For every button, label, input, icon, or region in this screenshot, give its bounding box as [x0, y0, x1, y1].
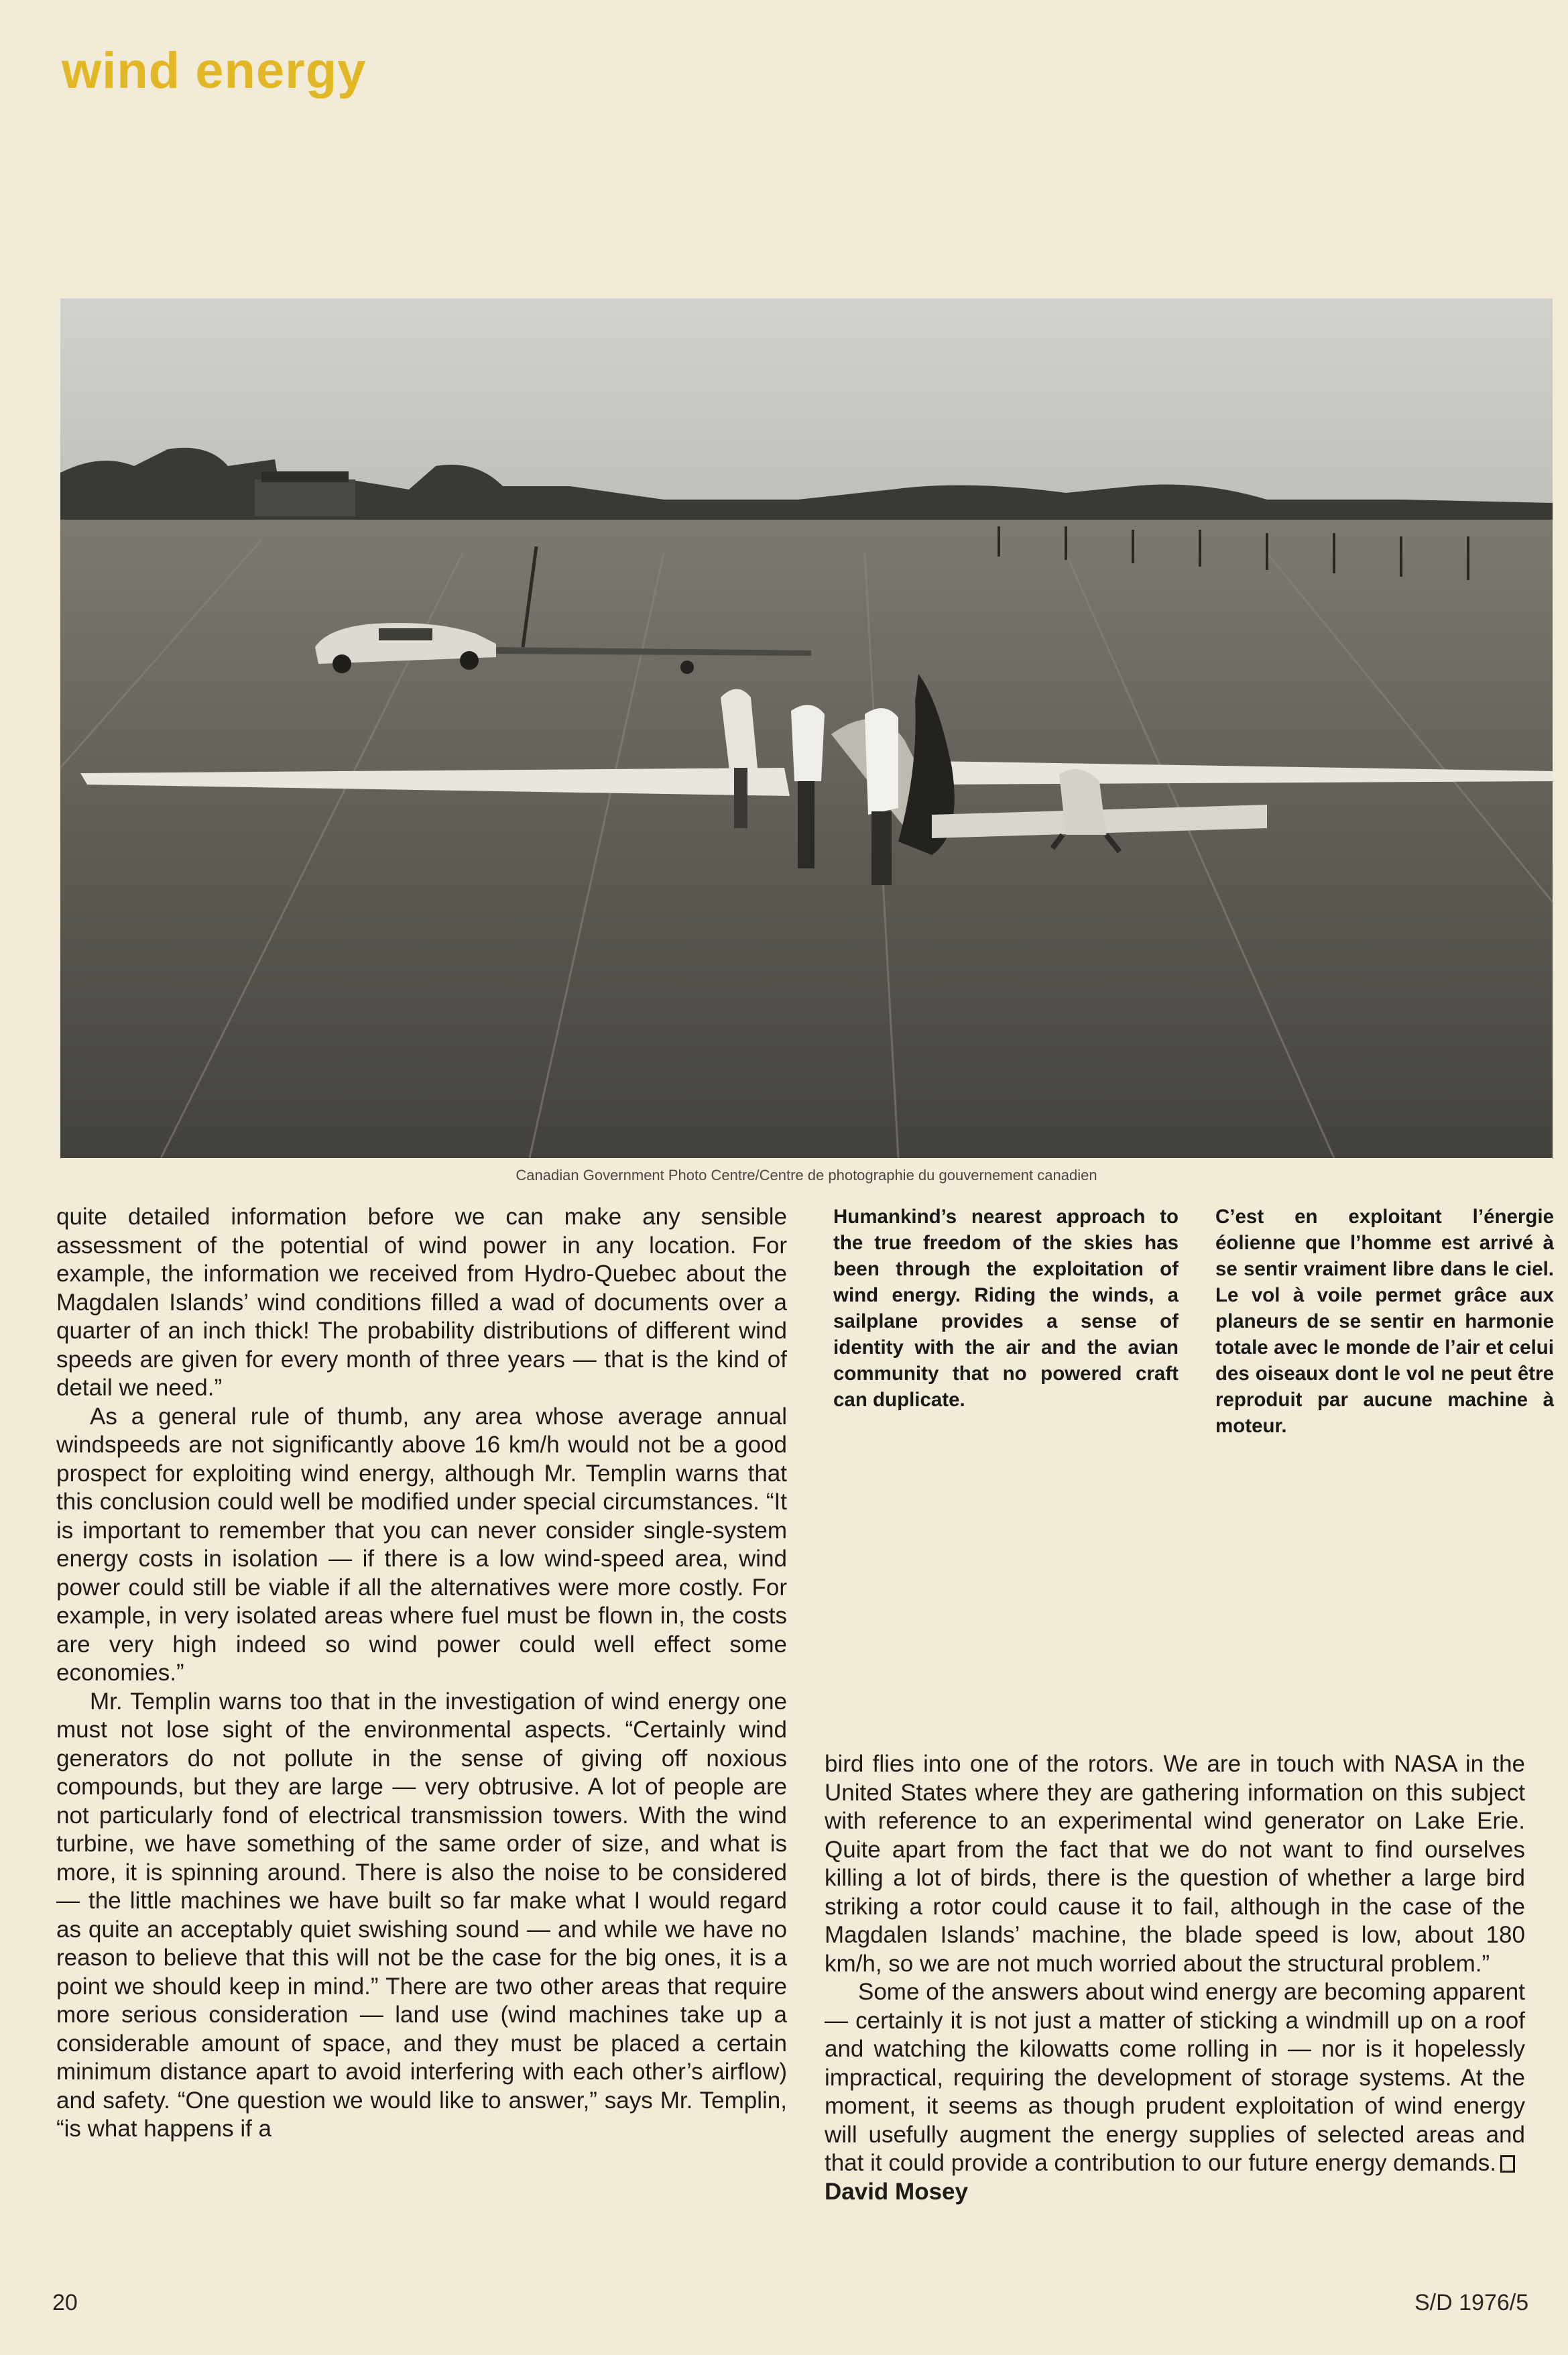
article-paragraph: Mr. Templin warns too that in the investigation of wind energy one must not lose sight of the environmental aspects. “Certainly wind generators do not pollute in the sense of giving off noxious compounds, but they are large — very obtrusive. A lot of people are not particularly fond of electrical transmission towers. With the wind turbine, we have something of the same order of size, and what is more, it is spinning around. There is also the noise to be considered — the little machines we have built so far make what I would regard as quite an acceptably quiet swishing sound — and while we have no reason to believe that this will not be the case for the big ones, it is a point we should keep in mind.” There are two other areas that require more serious consideration — land use (wind machines take up a considerable amount of space, and they must be placed a certain minimum distance apart to avoid interfering with each other’s airflow) and safety. “One question we would like to answer,” says Mr. Templin, “is what happens if a	[56, 1688, 787, 2142]
article-paragraph: quite detailed information before we can make any sensible assessment of the potential of wind power in any location. For example, the information we received from Hydro-Quebec about the Magdalen Islands’ wind conditions filled a wad of documents over a quarter of an inch thick! The probability distributions of different wind speeds are given for every month of three years — that is the kind of detail we need.”	[56, 1204, 787, 1401]
article-paragraph: bird flies into one of the rotors. We are in touch with NASA in the United States where they are gathering information on this subject with reference to an experimental wind generator on Lake Erie. Quite apart from the fact that we do not want to find ourselves killing a lot of birds, there is the question of whether a large bird striking a rotor could cause it to fail, although in the case of the Magdalen Islands’ machine, the blade speed is low, about 180 km/h, so we are not much worried about the structural problem.”	[825, 1751, 1525, 1977]
photo-caption-french: C’est en exploitant l’énergie éolienne que l’homme est arrivé à se sentir vraiment libre dans le ciel. Le vol à voile permet grâce aux planeurs de se sentir en harmonie totale avec le monde de l’air et celui des oiseaux dont le vol ne peut être reproduit par aucune machine à moteur.	[1215, 1206, 1554, 1437]
photo-credit: Canadian Government Photo Centre/Centre de photographie du gouvernement canadien	[516, 1167, 1097, 1184]
sailplane-photo	[60, 298, 1553, 1158]
article-paragraph-final	[825, 1978, 1525, 2178]
page-number: 20	[52, 2290, 78, 2315]
author-byline: David Mosey	[825, 2178, 968, 2205]
article-paragraph-text: Some of the answers about wind energy are becoming apparent — certainly it is not just a matter of sticking a windmill up on a roof and watching the kilowatts come rolling in — nor is it hopelessly impractical, requiring the development of storage systems. At the moment, it seems as though prudent exploitation of wind energy will usefully augment the energy supplies of selected areas and that it could provide a contribution to our future energy demands.	[825, 1979, 1525, 2176]
article-column-left	[56, 1203, 787, 2144]
photo-caption-english: Humankind’s nearest approach to the true freedom of the skies has been through the exploitation of wind energy. Riding the winds, a sailplane provides a sense of identity with the air and the avian community that no powered craft can duplicate.	[833, 1206, 1179, 1411]
article-paragraph: As a general rule of thumb, any area whose average annual windspeeds are not significantly above 16 km/h would not be a good prospect for exploiting wind energy, although Mr. Templin warns that this conclusion could well be modified under special circumstances. “It is important to remember that you can never consider single-system energy costs in isolation — if there is a low wind-speed area, wind power could still be viable if all the alternatives were more costly. For example, in very isolated areas where fuel must be flown in, the costs are very high indeed so wind power could well effect some economies.”	[56, 1403, 787, 1686]
issue-label: S/D 1976/5	[1414, 2290, 1529, 2315]
end-of-article-icon	[1500, 2155, 1515, 2173]
photo-image	[60, 298, 1553, 1158]
section-title: wind energy	[62, 42, 367, 99]
article-column-right	[825, 1750, 1525, 2206]
